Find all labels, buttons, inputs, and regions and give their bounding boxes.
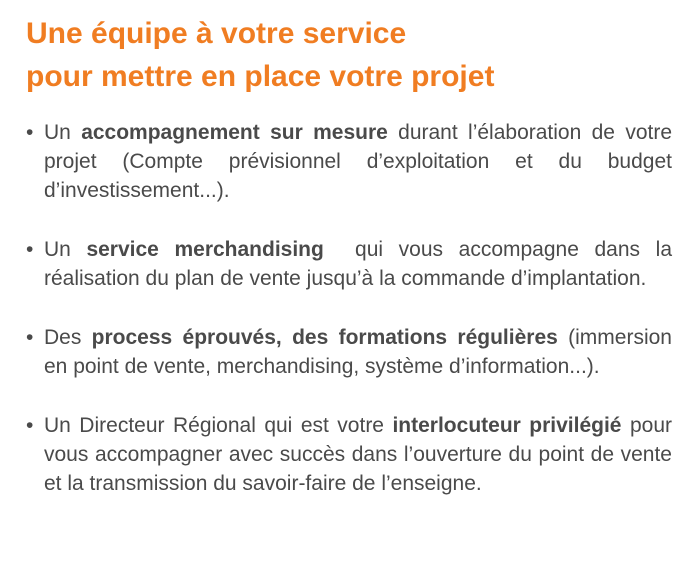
item-text-after: durant l’élaboration de votre projet (Compte prévisionnel d’exploitation et du budget d’investissement...). — [44, 121, 673, 202]
bullet-icon: • — [26, 326, 34, 349]
item-text-before: Un — [44, 121, 82, 144]
services-list — [24, 118, 678, 528]
item-text-bold: process éprouvés, des formations régulières — [91, 326, 558, 349]
item-text-bold: accompagnement sur mesure — [81, 121, 388, 144]
item-text-bold: service merchandising — [86, 238, 324, 261]
item-text-after: qui vous accompagne dans la réalisation du plan de vente jusqu’à la commande d’implantation. — [44, 238, 678, 290]
bullet-icon: • — [26, 414, 34, 437]
title-line-2: pour mettre en place votre projet — [26, 60, 495, 93]
list-item — [24, 235, 678, 293]
page-title — [26, 12, 494, 98]
title-line-1: Une équipe à votre service — [26, 17, 407, 50]
item-text-before: Un Directeur Régional qui est votre — [44, 414, 393, 437]
item-text-after: (immersion en point de vente, merchandising, système d’information...). — [44, 326, 672, 378]
item-text-before: Des — [44, 326, 92, 349]
item-text-bold: interlocuteur privilégié — [392, 414, 622, 437]
bullet-icon: • — [26, 121, 34, 144]
list-item — [24, 118, 672, 205]
bullet-icon: • — [26, 238, 34, 261]
item-text-after: pour vous accompagner avec succès dans l’ouverture du point de vente et la transmission du savoir-faire de l’enseigne. — [44, 414, 672, 495]
list-item — [24, 411, 672, 498]
item-text-before: Un — [44, 238, 87, 261]
list-item — [24, 323, 672, 381]
